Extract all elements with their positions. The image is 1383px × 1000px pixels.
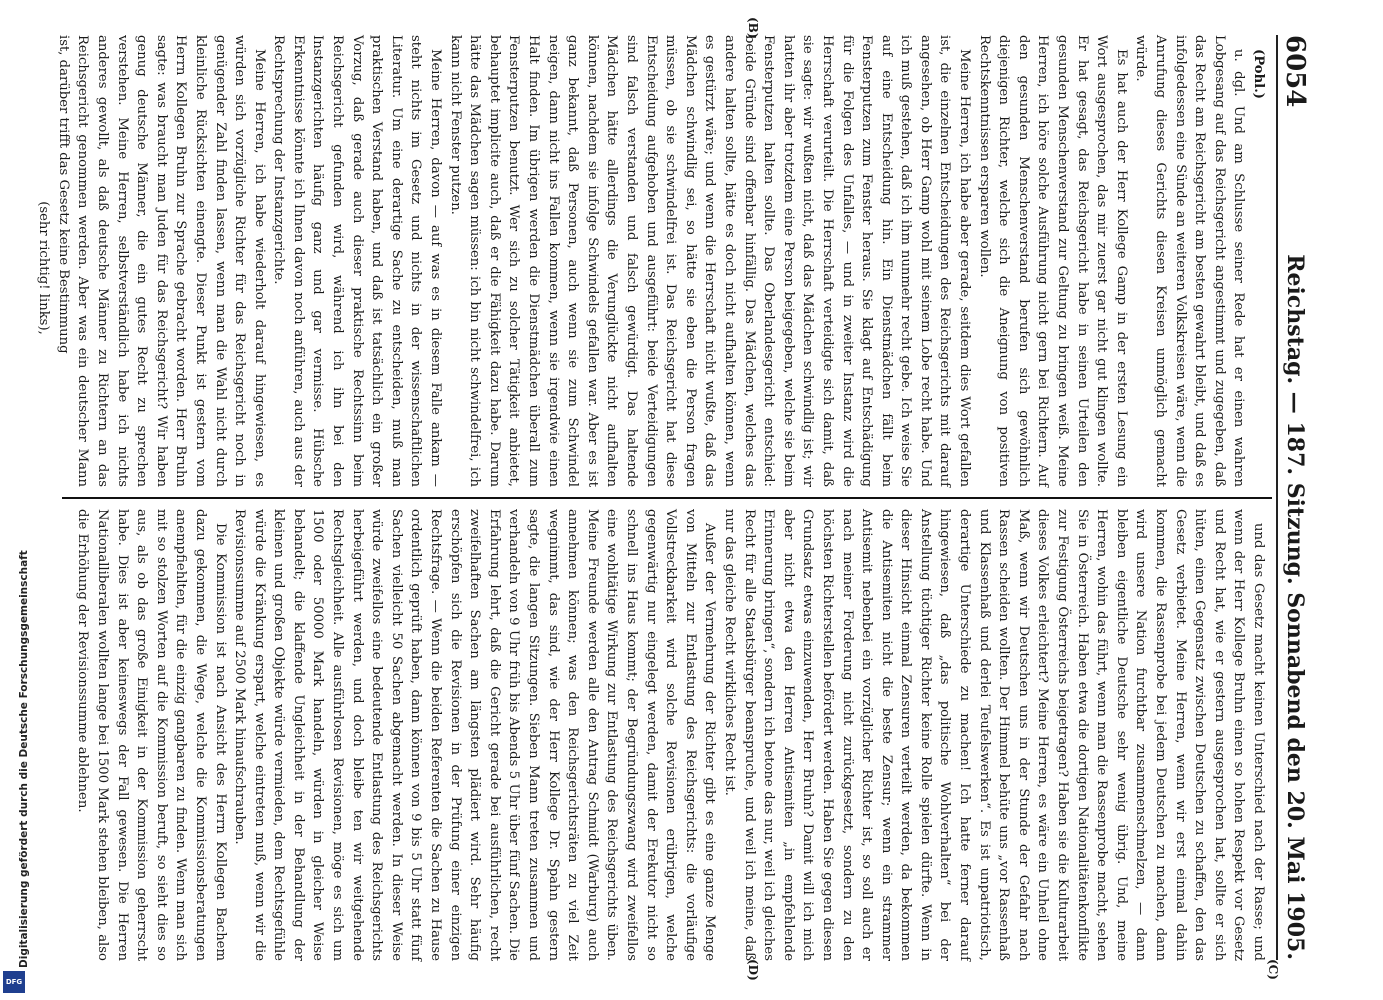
paragraph: und das Gesetz macht keinen Unterschied nach der Rasse; und wenn der Herr Kollege Bruhn einen so hohen Respekt vor Gesetz und Recht hat, wie er gestern ausgesprochen hat, sollte er sich hüten, einen Gegensatz zwischen Deutschen zu schaffen, den das Gesetz verbietet. Meine Herren, wenn wir erst einmal dahin kommen, die Rassenprobe bei jedem Deutschen zu machen, dann wird unsere Nation furchtbar zusammenschmelzen, — dann bleiben eigentliche Deutsche sehr wenig übrig. Und, meine Herren, wohin das führt, wenn man die Rassenprobe macht, sehen Sie in Österreich. Haben etwa die dortigen Nationalitätenkonflikte zur Festigung Österreichs beigetragen? Haben sie die Kulturarbeit dieses Volkes erleichtert? Meine Herren, es wäre ein Unheil ohne Maß, wenn wir Deutschen uns in der Stunde der Gefahr nach Rassen scheiden wollten. Der Himmel behüte uns „vor Rassenhaß und Klassenhaß und derlei Teufelswerken“. Es ist unpatriotisch, derartige Unterschiede zu machen! Ich hatte ferner darauf hingewiesen, daß „das politische Wohlverhalten“ bei der Anstellung tüchtiger Richter keine Rolle spielen dürfte. Wenn in dieser Hinsicht einmal Zensuren verteilt werden, da bekommen die Antisemiten nicht die beste Zensur; wenn ein strammer Antisemit nebenbei ein vorzüglicher Richter ist, so soll auch er nach meiner Forderung nicht zurückgesetzt, sondern zu den höchsten Richterstellen befördert werden. Haben Sie gegen diesen Grundsatz etwas einzuwenden, Herr Bruhn? Damit will ich mich aber nicht etwa den Herren Antisemiten „in empfehlende Erinnerung bringen“, sondern ich betone das nur, weil ich gleiches Recht für alle Staatsbürger beanspruche, und weil ich meine, daß nur das gleiche Recht wirkliches Recht ist. <box>721 509 1266 961</box>
left-column <box>36 35 1268 487</box>
speaker-label: (Pohl.) <box>1251 49 1266 100</box>
page-number: 6054 <box>1280 35 1310 108</box>
dfg-logo-icon: DFG <box>3 971 25 993</box>
right-column <box>62 509 1268 961</box>
paragraph: u. dgl. Und am Schlusse seiner Rede hat er einen wahren Lobgesang auf das Reichsgericht angestimmt und zugegeben, daß das Recht am Reichsgericht am besten gewahrt bleibt, und daß es infolgedessen eine Sünde an weiteren Volkskreisen wäre, wenn die Anrufung dieses Gerichts diesen Kreisen unmöglich gemacht würde. <box>1133 35 1247 487</box>
digitization-notice-strip <box>0 0 28 1000</box>
closing-remark: (sehr richtig! links), <box>36 201 52 335</box>
margin-mark-c: (C) <box>1266 959 1280 980</box>
page-title: Reichstag. — 187. Sitzung. Sonnabend den 20. Mai 1905. <box>1282 254 1308 960</box>
digitization-notice: Digitalisierung gefördert durch die Deutsche Forschungsgemeinschaft <box>18 550 30 968</box>
margin-mark-d: (D) <box>746 959 760 981</box>
paragraph: Meine Herren, ich habe aber gerade, seitdem dies Wort gefallen ist, die einzelnen Entscheidungen des Reichsgerichts mit darauf angesehen, ob Herr Gamp wohl mit seinem Lobe recht habe. Und ich muß gestehen, daß ich ihm nunmehr recht gebe. Ich weise Sie auf eine Entscheidung hin. Ein Dienstmädchen fällt beim Fensterputzen zum Fenster heraus. Sie klagt auf Entschädigung für die Folgen des Unfalles, — und in zweiter Instanz wird die Herrschaft verurteilt. Die Herrschaft verteidigte sich damit, daß sie sagte: wir wußten nicht, daß das Mädchen schwindlig ist; wir hatten ihr aber trotzdem eine Person beigegeben, welche sie beim Fensterputzen halten sollte. Das Oberlandesgericht entschied: beide Gründe sind offenbar hinfällig. Das Mädchen, welches das andere halten sollte, hätte es doch nicht aufhalten können, wenn es gestürzt wäre; und wenn die Herrschaft nicht wußte, daß das Mädchen schwindlig sei, so hätte sie eben die Person fragen müssen, ob sie schwindelfrei ist. Das Reichsgericht hat diese Entscheidung aufgehoben und ausgeführt: beide Verteidigungen sind falsch verstanden und falsch gewürdigt. Das haltende Mädchen hätte allerdings die Verunglückte nicht aufhalten können, nachdem sie infolge Schwindels gefallen war. Aber es ist ganz bekannt, daß Personen, auch wenn sie zum Schwindel neigen, dann nicht ins Fallen kommen, wenn sie irgendwie einen Halt finden. Im übrigen werden die Dienstmädchen überall zum Fensterputzen benutzt. Wer sich zu solcher Tätigkeit anbietet, behauptet implicite auch, daß er die Fähigkeit dazu habe. Darum hätte das Mädchen sagen müssen: ich bin nicht schwindelfrei, ich kann nicht Fenster putzen. <box>447 35 973 487</box>
paragraph: Außer der Vermehrung der Richter gibt es eine ganze Menge von Mitteln zur Entlastung des Reichsgerichts: die vorläufige Vollstreckbarkeit wird solche Revisionen erübrigen, welche gegenwärtig nur eingelegt werden, damit der Erekutor nicht so schnell ins Haus kommt; der Begründungszwang wird zweifellos eine wohltätige Wirkung zur Entlastung des Reichsgerichts üben. Meine Freunde werden alle den Antrag Schmidt (Warburg) auch annehmen können; was den Reichsgerichtsräten zu viel Zeit wegnimmt, das sind, wie der Herr Kollege Dr. Spahn gestern sagte, die langen Sitzungen. Sieben Mann treten zusammen und verhandeln von 9 Uhr früh bis Abends 5 Uhr über fünf Sachen. Die Erfahrung lehrt, daß die Gericht gerade bei ausführlichen, recht zweifelhaften Sachen am längsten plädiert wird. Sehr häufig erschöpfen sich die Revisionen in der Prüfung einer einzigen Rechtsfrage. — Wenn die beiden Referenten die Sachen zu Hause ordentlich geprüft haben, dann können von 9 bis 5 Uhr statt fünf Sachen vielleicht 50 Sachen abgemacht werden. In dieser Weise würde zweifellos eine bedeutende Entlastung des Reichsgerichts herbeigeführt werden, und doch bleibe ten wir weitgehende Rechtsgleichheit. Alle ausführlosen Revisionen, möge es sich um 1500 oder 50000 Mark handeln, würden in gleicher Weise behandelt; die klaffende Ungleichheit in der Behandlung der kleinen und großen Objekte würde vermieden, dem Rechtsgefühle würde die Kränkung erspart, welche eintreten muß, wenn wir die Revisionssumme auf 2500 Mark hinaufschrauben. <box>232 509 718 961</box>
paragraph: Meine Herren, ich habe wiederholt darauf hingewiesen, es würden sich vorzügliche Richter für das Reichsgericht noch in genügender Zahl finden lassen, wenn man die Wahl nicht durch kleinliche Rücksichten einengte. Dieser Punkt ist gestern vom Herrn Kollegen Bruhn zur Sprache gebracht worden. Herr Bruhn sagte: was braucht man Juden für das Reichsgericht? Wir haben genug deutsche Männer, die ein gutes Recht zu sprechen verstehen. Meine Herren, selbstverständlich habe ich nichts anderes gewollt, als daß deutsche Männer zu Richtern an das Reichsgericht genommen werden. Aber was ein deutscher Mann ist, darüber trifft das Gesetz keine Bestimmung <box>55 35 267 487</box>
paragraph: Die Kommission ist nach Ansicht des Herrn Kollegen Bachem dazu gekommen, die Wege, welche die Kommissionsberatungen anempfiehlten, für die einzig gangbaren zu finden. Wenn man sich mit so stolzen Worten auf die Kommission beruft, so sieht dies so aus, als ob das große Einigkeit in der Kommission geherrscht habe. Dies ist aber keineswegs der Fall gewesen. Die Herren Nationalliberalen wollten lange bei 1500 Mark stehen bleiben, also die Erhöhung der Revisionssumme ablehnen. <box>75 509 228 961</box>
paragraph: Meine Herren, davon — auf was es in diesem Falle ankam — steht nichts im Gesetz und nichts in der wissenschaftlichen Literatur. Um eine derartige Sache zu entscheiden, muß man praktischen Verstand haben, und daß ist tatsächlich ein großer Vorzug, daß gerade auch dieser praktische Rechtssinn beim Reichsgericht gefunden wird, während ich ihn bei den Instanzgerichten häufig ganz und gar vermisse. Hübsche Erkenntnisse könnte ich Ihnen davon noch anführen, auch aus der Rechtsprechung der Instanzgerichte. <box>271 35 444 487</box>
column-divider <box>62 497 1272 499</box>
margin-mark-b: (B) <box>746 17 760 39</box>
page-header <box>1276 35 1312 960</box>
paragraph: Es hat auch der Herr Kollege Gamp in der ersten Lesung ein Wort ausgesprochen, das mir zuerst gar nicht gut klingen wollte. Er hat gesagt, das Reichsgericht habe in seinen Urteilen den gesunden Menschenverstand zur Geltung zu bringen weiß. Meine Herren, ich höre solche Ausführung nicht gern bei Richtern. Auf den gesunden Menschenverstand berufen sich gewöhnlich diejenigen Richter, welche sich die Aneignung von positiven Rechtskenntnissen ersparen wollen. <box>976 35 1129 487</box>
document-page <box>36 15 1320 981</box>
